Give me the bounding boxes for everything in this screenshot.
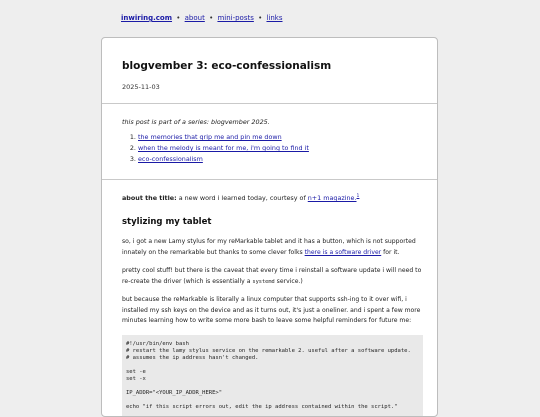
paragraph-1: [122, 237, 423, 258]
paragraph-text: service.): [274, 277, 303, 285]
footnote-link[interactable]: 1: [356, 194, 360, 199]
top-nav: [121, 14, 283, 23]
series-link-2[interactable]: when the melody is meant for me, i'm going to find it: [138, 144, 309, 152]
paragraph-2: [122, 266, 423, 287]
post-body: [102, 180, 437, 417]
inline-code: systemd: [252, 278, 275, 285]
about-label: about the title:: [122, 194, 177, 203]
list-item: [138, 143, 437, 154]
nav-separator: •: [258, 14, 263, 22]
code-block: #!/usr/bin/env bash # restart the lamy stylus service on the remarkable 2. useful after a software update. # assumes the ip address hasn't changed. set -e set -x IP_ADDR="<YOUR_IP_ADDR_HERE>" echo "if this script errors out, edit the ip address contained within the script.": [122, 335, 423, 417]
series-list: [122, 132, 437, 165]
paragraph-text: pretty cool stuff! but there is the caveat that every time i reinstall a software update i will need to re-create the driver (which is essentially a: [122, 267, 422, 285]
software-driver-link[interactable]: there is a software driver: [304, 248, 382, 256]
magazine-link[interactable]: n+1 magazine.: [307, 194, 357, 203]
list-item: [138, 154, 437, 165]
series-link-3[interactable]: eco-confessionalism: [138, 155, 203, 163]
list-item: [138, 132, 437, 143]
nav-link-about[interactable]: about: [184, 14, 205, 22]
post-card: [101, 37, 438, 417]
paragraph-3: but because the reMarkable is literally a linux computer that supports ssh-ing to it over wifi, i installed my ssh keys on the device and as it turns out, it's just a oneliner. and i spent a few more minutes learning how to write some more bash to leave some helpful reminders for future me:: [122, 296, 421, 325]
about-title-note: [122, 192, 423, 203]
series-intro: this post is part of a series: blogvember 2025.: [122, 118, 270, 126]
series-box: [102, 104, 437, 180]
nav-separator: •: [176, 14, 181, 22]
paragraph-text: so, i got a new Lamy stylus for my reMarkable tablet and it has a button, which is not supported innately on the remarkable but thanks to some clever folks: [122, 238, 416, 256]
nav-link-mini-posts[interactable]: mini-posts: [217, 14, 254, 22]
site-home-link[interactable]: inwiring.com: [121, 14, 173, 22]
paragraph-text: for it.: [381, 248, 400, 256]
series-link-1[interactable]: the memories that grip me and pin me down: [138, 133, 282, 141]
page-title: blogvember 3: eco-confessionalism: [122, 60, 332, 72]
nav-link-links[interactable]: links: [266, 14, 283, 22]
nav-separator: •: [209, 14, 214, 22]
about-text: a new word i learned today, courtesy of: [176, 194, 308, 203]
post-header: [102, 38, 437, 104]
post-date: 2025-11-03: [122, 83, 160, 91]
section-heading: stylizing my tablet: [122, 217, 212, 228]
